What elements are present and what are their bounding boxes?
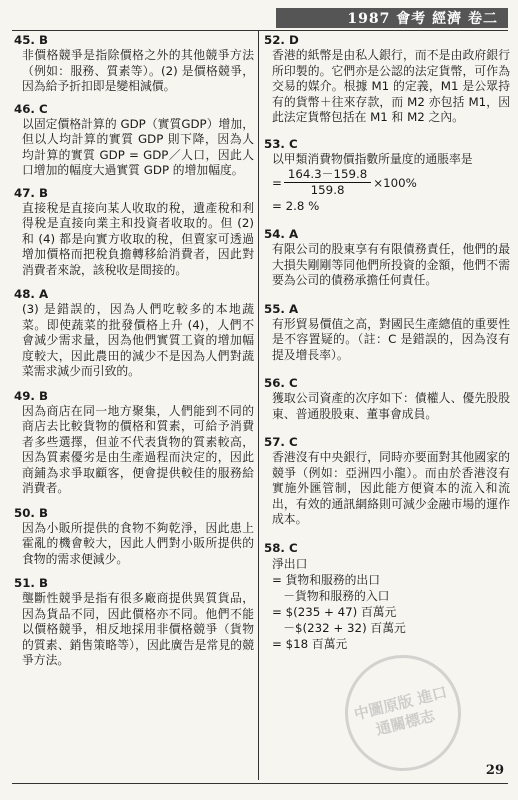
answer-explanation: 非價格競爭是指除價格之外的其他競爭方法（例如：服務、質素等）。(2) 是價格競爭，因為給予折扣即是變相減價。 xyxy=(22,48,254,93)
answer-51 xyxy=(14,575,254,669)
answer-46 xyxy=(14,101,254,179)
inflation-formula xyxy=(264,167,510,198)
net-export-line: = 貨物和服務的出口 xyxy=(272,572,381,587)
answer-explanation: 獲取公司資產的次序如下：債權人、優先股股東、普通股股東、董事會成員。 xyxy=(272,391,510,421)
import-stamp-watermark xyxy=(333,643,474,784)
answer-number: 53. C xyxy=(264,136,298,151)
answer-explanation: 以甲類消費物價指數所量度的通脹率是 xyxy=(272,151,473,166)
answer-49 xyxy=(14,388,254,497)
page-header xyxy=(276,8,508,28)
answer-explanation: (3) 是錯誤的，因為人們吃較多的本地蔬菜。即使蔬菜的批發價格上升 (4)，人們不會減少需求量，因為他們實質工資的增加幅度較大，因此農田的減少不是因為人們對蔬菜需求減少而引致的。 xyxy=(22,302,254,378)
net-export-line: = $(235 + 47) 百萬元 xyxy=(272,604,397,619)
answer-explanation: 因為小販所提供的食物不夠乾淨，因此患上霍亂的機會較大，因此人們對小販所提供的食物的需求便減少。 xyxy=(22,520,254,566)
answer-explanation: 壟斷性競爭是指有很多廠商提供異質貨品，因為貨品不同，因此價格亦不同。他們不能以價格競爭，相反地採用非價格競爭（貨物的質素、銷售策略等），因此廣告是常見的競爭方法。 xyxy=(22,591,254,667)
header-title: 1987 會考 經濟 卷二 xyxy=(347,11,498,27)
answer-number: 54. A xyxy=(264,227,299,241)
answer-50 xyxy=(14,505,254,568)
answer-number: 47. B xyxy=(14,185,48,200)
answer-number: 57. C xyxy=(264,435,298,449)
answer-52 xyxy=(264,32,510,126)
answer-explanation: 以固定價格計算的 GDP（實質GDP）增加，但以人均計算的實質 GDP 則下降，因為人均計算的實質 GDP = GDP／人口，因此人口增加的幅度大過實質 GDP 的增加幅度。 xyxy=(22,116,254,177)
equals-sign: = xyxy=(272,175,282,190)
fraction-numerator: 164.3－159.8 xyxy=(284,167,371,183)
answer-54 xyxy=(264,226,510,289)
right-column xyxy=(264,32,510,652)
left-column xyxy=(14,32,254,669)
net-export-line: －貨物和服務的入口 xyxy=(272,588,390,603)
answer-number: 45. B xyxy=(14,33,48,47)
fraction xyxy=(284,167,371,198)
answer-48 xyxy=(14,286,254,380)
answer-58 xyxy=(264,540,510,652)
answer-55 xyxy=(264,301,510,364)
answer-number: 58. C xyxy=(264,540,298,555)
answer-number: 52. D xyxy=(264,33,299,47)
answer-number: 50. B xyxy=(14,505,48,520)
answer-number: 51. B xyxy=(14,576,48,590)
footer-rule xyxy=(12,783,508,784)
answer-number: 48. A xyxy=(14,287,49,301)
page-number: 29 xyxy=(485,763,504,778)
net-export-line: －$(232 + 32) 百萬元 xyxy=(272,620,406,635)
answer-number: 55. A xyxy=(264,301,299,316)
answer-57 xyxy=(264,434,510,528)
fraction-denominator: 159.8 xyxy=(310,183,345,197)
net-export-line: 淨出口 xyxy=(272,556,308,571)
answer-number: 49. B xyxy=(14,388,48,403)
fraction-multiplier: ×100% xyxy=(373,175,417,190)
answer-number: 46. C xyxy=(14,101,48,116)
column-divider xyxy=(258,30,259,780)
answer-47 xyxy=(14,185,254,279)
header-rule xyxy=(12,30,508,31)
answer-45 xyxy=(14,32,254,95)
answer-explanation: 香港沒有中央銀行，同時亦要面對其他國家的競爭（例如：亞洲四小龍）。而由於香港沒有實施外匯管制，因此能方便資本的流入和流出，有效的通訊網絡則可減少金融市場的運作成本。 xyxy=(272,450,510,526)
answer-explanation: 直接稅是直接向某人收取的稅，遺產稅和利得稅是直接向業主和投資者收取的。但 (2) 和 (4) 都是向實方收取的稅，但賣家可透過增加價格而把稅負擔轉移給消費者，因此對消費者來說，該稅收是間接的。 xyxy=(22,200,254,277)
answer-53 xyxy=(264,136,510,215)
answer-56 xyxy=(264,375,510,422)
answer-explanation: 有形貿易價值之高，對國民生產總值的重要性是不容置疑的。（註：C 是錯誤的，因為沒有提及增長率）。 xyxy=(272,316,510,362)
answer-explanation: 因為商店在同一地方聚集，人們能到不同的商店去比較貨物的價格和質素，可給予消費者多些選擇，但並不代表貨物的質素較高，因為質素優劣是由生產過程而決定的，因此商鋪為求爭取顧客，便會提供較佳的服務給消費者。 xyxy=(22,403,254,495)
answer-explanation: 香港的紙幣是由私人銀行，而不是由政府銀行所印製的。它們亦是公認的法定貨幣，可作為交易的媒介。根據 M1 的定義，M1 是公眾持有的貨幣＋往來存款，而 M2 亦包括 M1，因此法定貨幣包括在 M1 和 M2 之內。 xyxy=(272,48,510,124)
formula-result: = 2.8 % xyxy=(272,199,320,213)
watermark-text: 中圖原版 進口通關標志 xyxy=(352,683,449,739)
answer-explanation: 有限公司的股東享有有限債務責任，他們的最大損失剛剛等同他們所投資的金額，他們不需要為公司的債務承擔任何責任。 xyxy=(272,242,510,287)
net-export-line: = $18 百萬元 xyxy=(272,636,348,651)
answer-number: 56. C xyxy=(264,376,298,390)
